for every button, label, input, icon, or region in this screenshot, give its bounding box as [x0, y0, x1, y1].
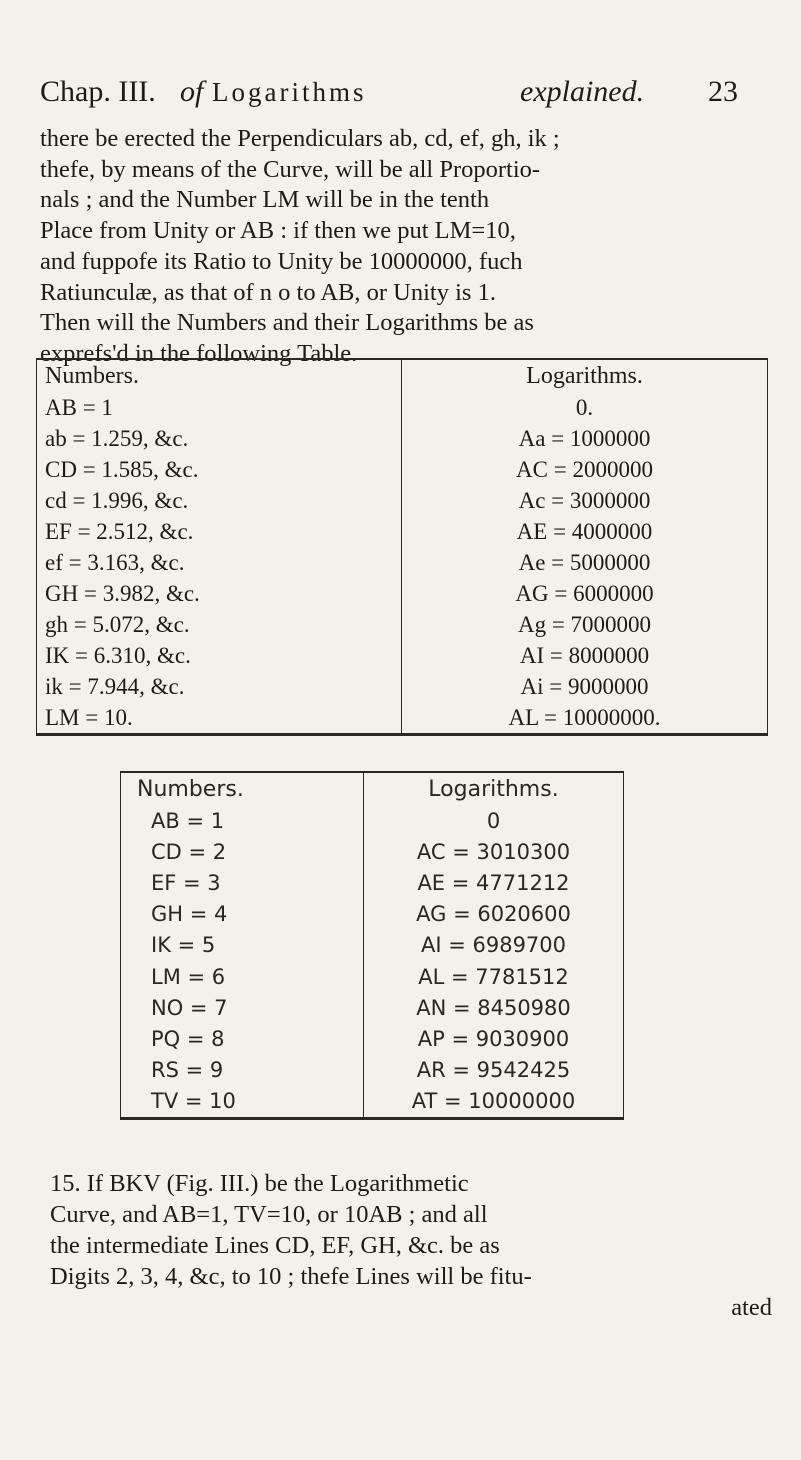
table-row [121, 867, 624, 898]
logarithm-table-2 [120, 771, 624, 1120]
number-cell: LM = 10. [37, 702, 402, 735]
logarithm-cell: Ae = 5000000 [518, 549, 651, 575]
running-head [40, 72, 760, 112]
number-cell: RS = 9 [121, 1055, 364, 1086]
table-row [37, 454, 768, 485]
number-cell: TV = 10 [121, 1086, 364, 1119]
logarithm-cell: 0 [486, 808, 501, 833]
number-cell: CD = 1.585, &c. [37, 454, 402, 485]
table-row [37, 640, 768, 671]
text-line: Then will the Numbers and their Logarithms be as [40, 309, 534, 337]
table-header-row [37, 359, 768, 392]
table-row [121, 930, 624, 961]
number-cell: EF = 2.512, &c. [37, 516, 402, 547]
catchword: ated [731, 1294, 772, 1321]
logarithm-cell: AG = 6020600 [416, 902, 571, 927]
text-line: Ratiunculæ, as that of n o to AB, or Unity is 1. [40, 278, 496, 306]
table-row [37, 578, 768, 609]
table-row [37, 485, 768, 516]
header-explained: explained. [520, 75, 645, 108]
logarithm-cell: AI = 8000000 [519, 642, 650, 668]
logarithm-cell: AL = 10000000. [508, 704, 661, 730]
logarithm-cell: AC = 2000000 [516, 456, 653, 482]
table-row [121, 1055, 624, 1086]
logarithm-cell: AN = 8450980 [416, 995, 571, 1020]
logarithm-cell: AR = 9542425 [416, 1058, 571, 1083]
text-line: Digits 2, 3, 4, &c, to 10 ; thefe Lines will be fitu- [50, 1263, 532, 1290]
number-cell: AB = 1 [121, 805, 364, 836]
numbers-header: Numbers. [121, 772, 364, 805]
number-cell: AB = 1 [37, 392, 402, 423]
text-line: exprefs'd in the following Table. [40, 339, 358, 367]
number-cell: PQ = 8 [121, 1023, 364, 1054]
logarithm-cell: AC = 3010300 [416, 839, 571, 864]
logarithm-table-1 [36, 358, 768, 736]
table-row [37, 609, 768, 640]
text-line: 15. If BKV (Fig. III.) be the Logarithmetic [50, 1170, 469, 1197]
logarithms-header: Logarithms. [428, 776, 559, 802]
text-line: there be erected the Perpendiculars ab, cd, ef, gh, ik ; [40, 125, 560, 152]
chapter-label: Chap. III. [40, 75, 156, 108]
text-line: and fuppofe its Ratio to Unity be 10000000, fuch [40, 247, 523, 275]
text-line: nals ; and the Number LM will be in the tenth [40, 186, 490, 214]
number-cell: IK = 6.310, &c. [37, 640, 402, 671]
table-header-row [121, 772, 624, 805]
number-cell: gh = 5.072, &c. [37, 609, 402, 640]
number-cell: CD = 2 [121, 836, 364, 867]
logarithm-cell: Aa = 1000000 [518, 425, 651, 451]
number-cell: ab = 1.259, &c. [37, 423, 402, 454]
logarithm-cell: Ag = 7000000 [517, 611, 652, 637]
page-number: 23 [708, 75, 738, 108]
number-cell: cd = 1.996, &c. [37, 485, 402, 516]
table-row [121, 899, 624, 930]
table-row [121, 992, 624, 1023]
text-line: thefe, by means of the Curve, will be all Proportio- [40, 155, 541, 183]
number-cell: IK = 5 [121, 930, 364, 961]
logarithm-cell: AL = 7781512 [418, 964, 569, 989]
logarithm-cell: Ai = 9000000 [520, 673, 649, 699]
table-row [121, 1086, 624, 1119]
table-row [37, 516, 768, 547]
number-cell: EF = 3 [121, 867, 364, 898]
logarithm-cell: AP = 9030900 [417, 1026, 570, 1051]
table-row [37, 547, 768, 578]
table-row [37, 702, 768, 735]
table-row [121, 961, 624, 992]
number-cell: ik = 7.944, &c. [37, 671, 402, 702]
logarithm-cell: AI = 6989700 [420, 933, 567, 958]
text-line: Curve, and AB=1, TV=10, or 10AB ; and all [50, 1201, 488, 1228]
paragraph-15 [50, 1168, 772, 1323]
paragraph-intro [40, 124, 770, 370]
number-cell: ef = 3.163, &c. [37, 547, 402, 578]
header-title: Logarithms [212, 77, 367, 107]
logarithm-cell: Ac = 3000000 [518, 487, 651, 513]
table-row [121, 805, 624, 836]
text-line: Place from Unity or AB : if then we put LM=10, [40, 217, 516, 245]
table-row [37, 392, 768, 423]
logarithm-cell: AG = 6000000 [515, 580, 654, 606]
table-row [37, 671, 768, 702]
logarithm-cell: 0. [575, 394, 594, 420]
logarithm-cell: AT = 10000000 [411, 1089, 576, 1114]
number-cell: NO = 7 [121, 992, 364, 1023]
table-row [121, 1023, 624, 1054]
text-line: the intermediate Lines CD, EF, GH, &c. be as [50, 1232, 500, 1259]
logarithms-header: Logarithms. [526, 362, 643, 389]
number-cell: LM = 6 [121, 961, 364, 992]
table-row [121, 836, 624, 867]
table-row [37, 423, 768, 454]
logarithm-cell: AE = 4000000 [516, 518, 653, 544]
logarithm-cell: AE = 4771212 [417, 870, 570, 895]
numbers-header: Numbers. [37, 359, 402, 392]
header-of: of [180, 75, 204, 108]
number-cell: GH = 3.982, &c. [37, 578, 402, 609]
number-cell: GH = 4 [121, 899, 364, 930]
